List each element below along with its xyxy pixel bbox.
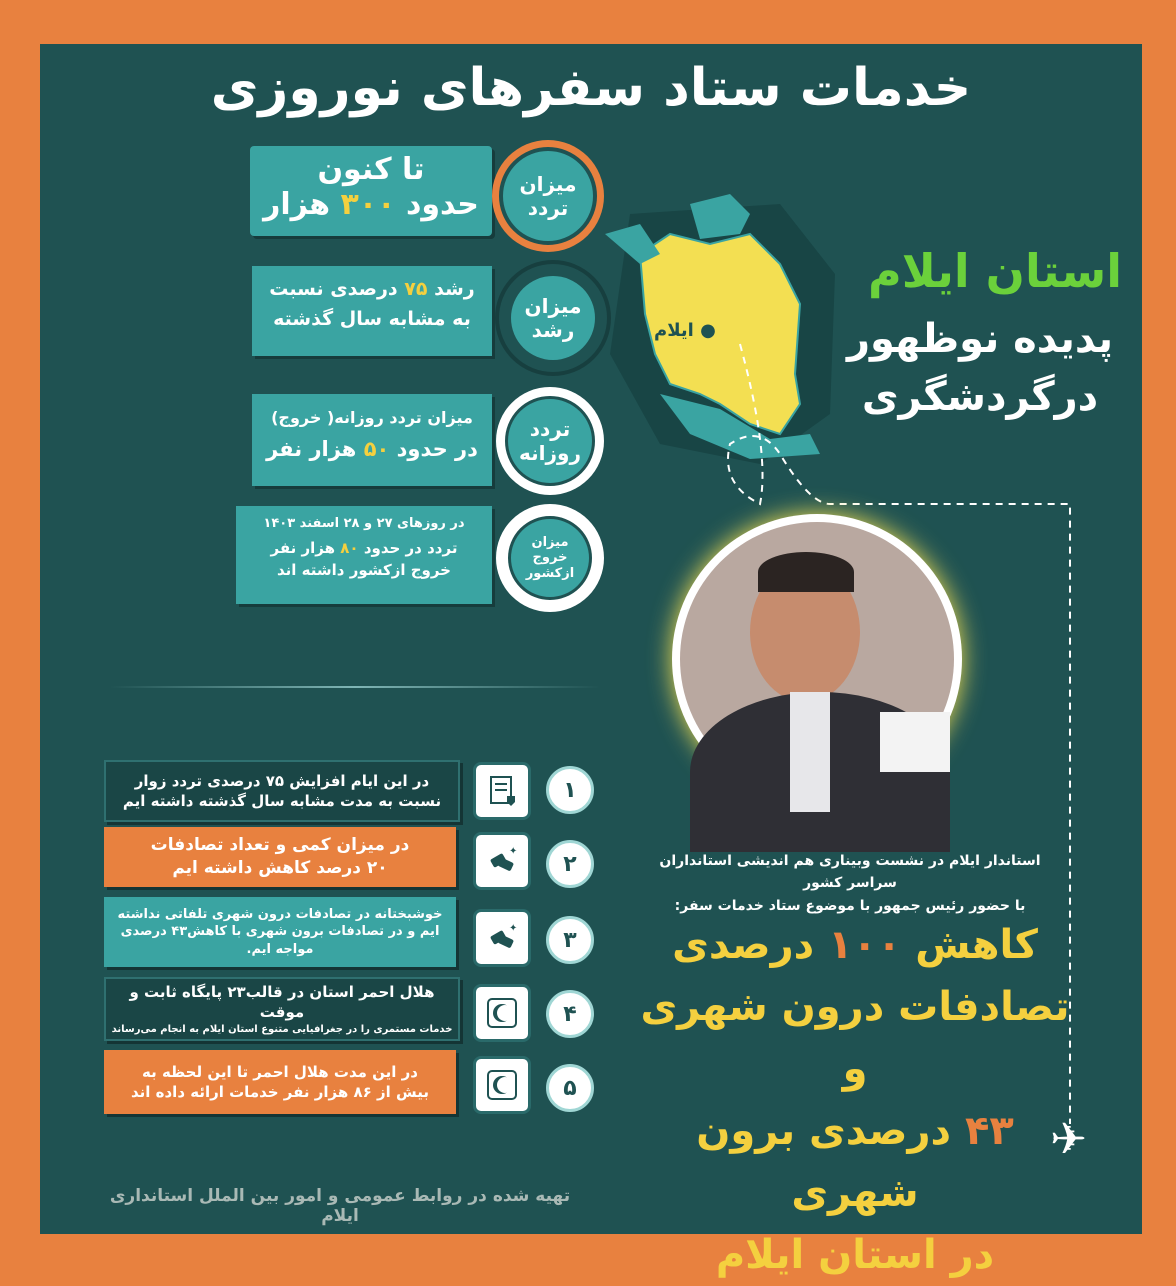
car-crash-icon [473, 909, 531, 967]
page-title: خدمات ستاد سفرهای نوروزی [210, 58, 972, 118]
stat-text: حدود [405, 187, 479, 222]
stat-text: درصدی نسبت [269, 278, 398, 300]
red-crescent-icon [473, 984, 531, 1042]
list-item-text: در میزان کمی و تعداد تصادفات ۲۰ درصد کاهش داشته ایم [150, 835, 410, 878]
stat-line [252, 278, 492, 300]
headline-number: ۱۰۰ [828, 922, 902, 968]
svg-text:✦: ✦ [509, 846, 518, 857]
headline-text: درصدی [672, 922, 815, 968]
stat-circle-label: تردد روزانه [505, 396, 595, 486]
stat-line: به مشابه سال گذشته [273, 308, 471, 330]
headline-text: درصدی برون شهری [696, 1108, 952, 1216]
headline-statement [640, 914, 1070, 1286]
stat-line: در روزهای ۲۷ و ۲۸ اسفند ۱۴۰۳ [263, 516, 465, 531]
stat-circle-label: میزان خروج ازکشور [508, 516, 592, 600]
list-item-subtext: خدمات مستمری را در جغرافیایی متنوع استان ایلام به انجام می‌رساند [111, 1023, 453, 1035]
list-item-1 [104, 760, 460, 822]
document-shield-icon [473, 762, 531, 820]
stat-text: هزار نفر [266, 437, 357, 461]
stat-text: هزار نفر [270, 539, 336, 557]
stat-line: میزان تردد روزانه( خروج) [271, 408, 473, 427]
stat-box-traffic [250, 146, 492, 236]
stat-box-exit [236, 506, 492, 604]
caption-line: با حضور رئیس جمهور با موضوع ستاد خدمات سفر: [674, 897, 1026, 914]
list-number-2: ۲ [546, 840, 594, 888]
stat-box-daily [252, 394, 492, 486]
red-crescent-icon [473, 1056, 531, 1114]
stat-circle-traffic [492, 140, 604, 252]
stat-number: ۷۵ [404, 278, 428, 300]
car-crash-icon [473, 832, 531, 890]
list-number-3: ۳ [546, 916, 594, 964]
airplane-icon: ✈ [1050, 1114, 1087, 1165]
list-item-3 [104, 897, 456, 967]
caption-line: استاندار ایلام در نشست وبیناری هم اندیشی استانداران سراسر کشور [659, 853, 1041, 892]
headline-number: ۴۳ [964, 1108, 1014, 1154]
stat-line [250, 187, 492, 222]
stat-box-growth [252, 266, 492, 356]
list-number-1: ۱ [546, 766, 594, 814]
stat-number: ۵۰ [363, 437, 390, 461]
stat-circle-label: میزان رشد [511, 276, 595, 360]
headline-text: کاهش [915, 922, 1038, 968]
footer-credit: تهیه شده در روابط عمومی و امور بین الملل استانداری ایلام [109, 1186, 571, 1226]
stat-text: رشد [434, 278, 475, 300]
list-number-5: ۵ [546, 1064, 594, 1112]
headline-line: در استان ایلام [715, 1232, 995, 1278]
divider [110, 686, 600, 688]
right-title-highlight: استان ایلام [867, 244, 1122, 298]
stat-number: ۳۰۰ [340, 187, 396, 222]
stat-circle-growth [495, 260, 611, 376]
list-item-2 [104, 827, 456, 887]
list-item-5 [104, 1050, 456, 1114]
stat-circle-daily [496, 387, 604, 495]
right-title-line: درگردشگری [861, 374, 1099, 420]
list-item-text: خوشبختانه در تصادفات درون شهری تلفاتی نداشته ایم و در تصادفات برون شهری با کاهش۴۳ درصدی مواجه ایم. [117, 906, 443, 957]
stat-line [236, 539, 492, 557]
svg-text:✦: ✦ [509, 923, 518, 934]
list-item-text: در این مدت هلال احمر تا این لحظه به بیش از ۸۶ هزار نفر خدمات ارائه داده اند [130, 1062, 430, 1101]
stat-number: ۸۰ [340, 539, 359, 557]
map-pin-icon: ● [700, 320, 716, 341]
stat-text: هزار [263, 187, 331, 222]
list-item-4 [104, 977, 460, 1041]
stat-line [252, 437, 492, 461]
headline-line [640, 914, 1070, 976]
map-pin-label: ایلام [654, 320, 694, 341]
headline-line [640, 1100, 1070, 1224]
stat-line: تا کنون [317, 152, 425, 187]
portrait-photo [680, 522, 954, 796]
headline-line: تصادفات درون شهری و [640, 984, 1070, 1092]
governor-portrait [672, 514, 962, 804]
infographic-panel [40, 44, 1142, 1278]
stat-line: خروج ازکشور داشته اند [277, 561, 451, 579]
right-title-line: پدیده نوظهور [846, 316, 1114, 362]
caption [640, 850, 1060, 917]
list-item-text: در این ایام افزایش ۷۵ درصدی تردد زوار نسبت به مدت مشابه سال گذشته داشته ایم [122, 771, 442, 810]
stat-text: در حدود [396, 437, 478, 461]
stat-circle-label: میزان تردد [499, 147, 597, 245]
stat-circle-exit [496, 504, 604, 612]
list-number-4: ۴ [546, 990, 594, 1038]
stat-text: تردد در حدود [363, 539, 458, 557]
list-item-text: هلال احمر استان در قالب۲۳ پایگاه ثابت و موقت [129, 983, 435, 1022]
